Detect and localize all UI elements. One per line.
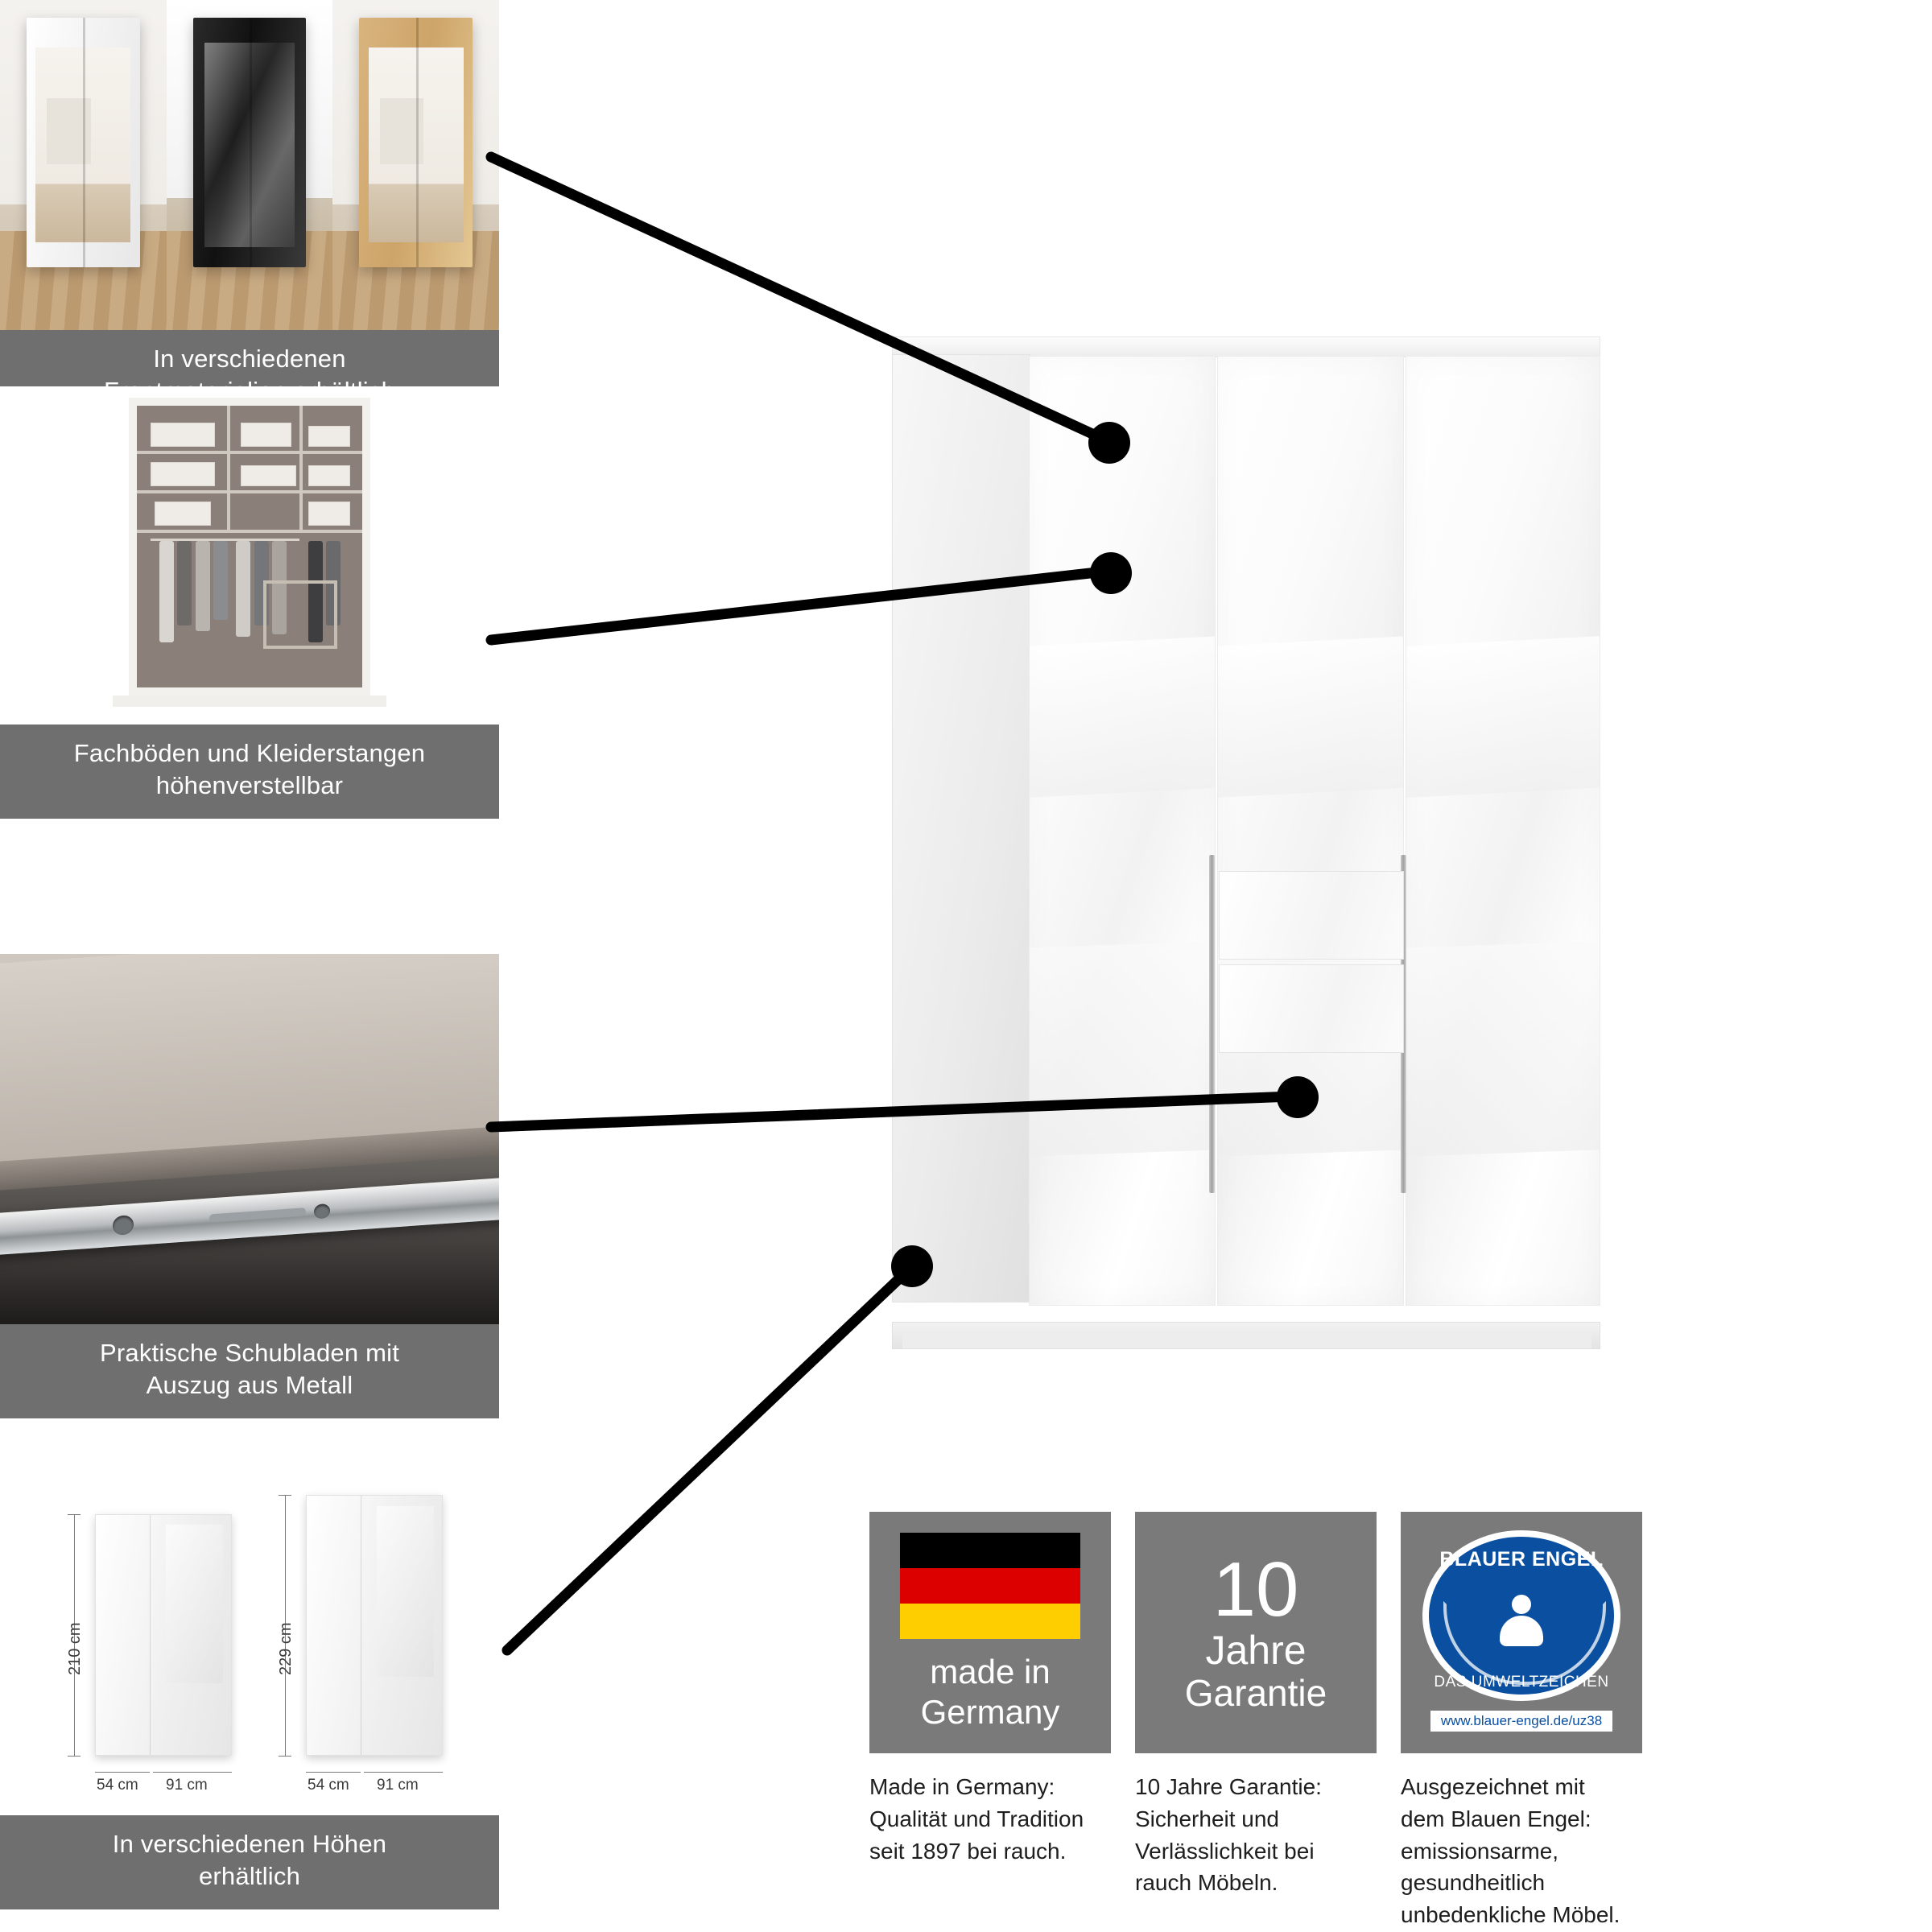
caption-line-2: Auszug aus Metall (146, 1371, 353, 1400)
text-line-4: rauch Möbeln. (1135, 1870, 1278, 1896)
badge-line-2: Garantie (1184, 1672, 1327, 1715)
front-materials-image (0, 0, 499, 330)
text-line-1: Ausgezeichnet mit (1401, 1774, 1585, 1799)
german-flag-icon (900, 1533, 1080, 1639)
wardrobe-doors (1029, 356, 1600, 1306)
caption-line-2: erhältlich (198, 1862, 301, 1891)
width-label-91-a: 91 cm (166, 1777, 208, 1794)
available-heights-caption (0, 1815, 499, 1909)
badge-line-1: made in (930, 1653, 1051, 1691)
wardrobe-interior (129, 398, 370, 696)
feature-panel-front-materials (0, 0, 499, 424)
badge-line-2: Germany (920, 1693, 1060, 1731)
blauer-engel-emblem (1401, 1512, 1642, 1753)
wardrobe-229 (306, 1495, 443, 1756)
badge-line-1: Jahre (1205, 1628, 1307, 1674)
feature-panel-metal-drawer-runner (0, 954, 499, 1418)
blauer-engel-text (1401, 1771, 1642, 1931)
wardrobe-drawer-1[interactable] (1219, 871, 1404, 960)
available-heights-image (0, 1477, 499, 1815)
caption-line-1: Fachböden und Kleiderstangen (73, 739, 426, 767)
wardrobe-210 (95, 1514, 232, 1756)
variant-black-gloss-mirror-front (167, 0, 333, 330)
badge-url: www.blauer-engel.de/uz38 (1430, 1711, 1612, 1732)
caption-line-2: höhenverstellbar (155, 771, 344, 800)
text-line-2: Sicherheit und (1135, 1806, 1280, 1831)
blauer-engel-icon (1416, 1527, 1627, 1738)
text-line-5: unbedenkliche Möbel. (1401, 1902, 1620, 1927)
interior-plinth (113, 696, 386, 707)
width-label-54-a: 54 cm (97, 1777, 138, 1794)
adjustable-shelves-caption (0, 724, 499, 819)
wardrobe-door-3 (1406, 356, 1600, 1306)
width-label-91-b: 91 cm (377, 1777, 419, 1794)
badge-blauer-engel (1401, 1512, 1642, 1931)
text-line-3: Verlässlichkeit bei (1135, 1838, 1315, 1864)
text-line-3: emissionsarme, (1401, 1838, 1559, 1864)
text-line-2: dem Blauen Engel: (1401, 1806, 1591, 1831)
warranty-text (1135, 1771, 1377, 1899)
variant-white-gloss-front (0, 0, 167, 330)
text-line-3: seit 1897 bei rauch. (869, 1838, 1067, 1864)
badge-10-jahre-garantie (1135, 1512, 1377, 1899)
feature-panel-adjustable-shelves (0, 386, 499, 819)
wardrobe-door-1 (1029, 356, 1216, 1306)
caption-line-1: Praktische Schubladen mit (99, 1339, 400, 1367)
text-line-1: Made in Germany: (869, 1774, 1055, 1799)
width-label-54-b: 54 cm (308, 1777, 349, 1794)
product-wardrobe (892, 336, 1600, 1349)
warranty-emblem (1135, 1512, 1377, 1753)
wardrobe-side-panel (892, 354, 1030, 1302)
caption-line-1: In verschiedenen (153, 345, 346, 373)
drawer-runner-image (0, 954, 499, 1324)
wardrobe-door-2 (1217, 356, 1404, 1306)
made-in-germany-text (869, 1771, 1111, 1867)
height-label-210: 210 cm (66, 1622, 84, 1675)
badge-top-text: BLAUER ENGEL (1439, 1548, 1604, 1571)
badge-made-in-germany (869, 1512, 1111, 1867)
made-in-germany-emblem (869, 1512, 1111, 1753)
wardrobe-base (892, 1322, 1600, 1349)
height-label-229: 229 cm (277, 1622, 295, 1675)
variant-artisan-oak-front (332, 0, 499, 330)
text-line-2: Qualität und Tradition (869, 1806, 1084, 1831)
badge-bottom-text: DAS UMWELTZEICHEN (1434, 1674, 1609, 1690)
feature-panel-available-heights (0, 1477, 499, 1909)
wardrobe-drawer-2[interactable] (1219, 964, 1404, 1053)
drawer-runner-caption (0, 1324, 499, 1418)
interior-shelves-image (0, 386, 499, 724)
door-handle-left[interactable] (1209, 855, 1215, 1193)
text-line-4: gesundheitlich (1401, 1870, 1546, 1896)
badge-number: 10 (1212, 1546, 1299, 1633)
text-line-1: 10 Jahre Garantie: (1135, 1774, 1322, 1799)
caption-line-1: In verschiedenen Höhen (112, 1830, 387, 1858)
